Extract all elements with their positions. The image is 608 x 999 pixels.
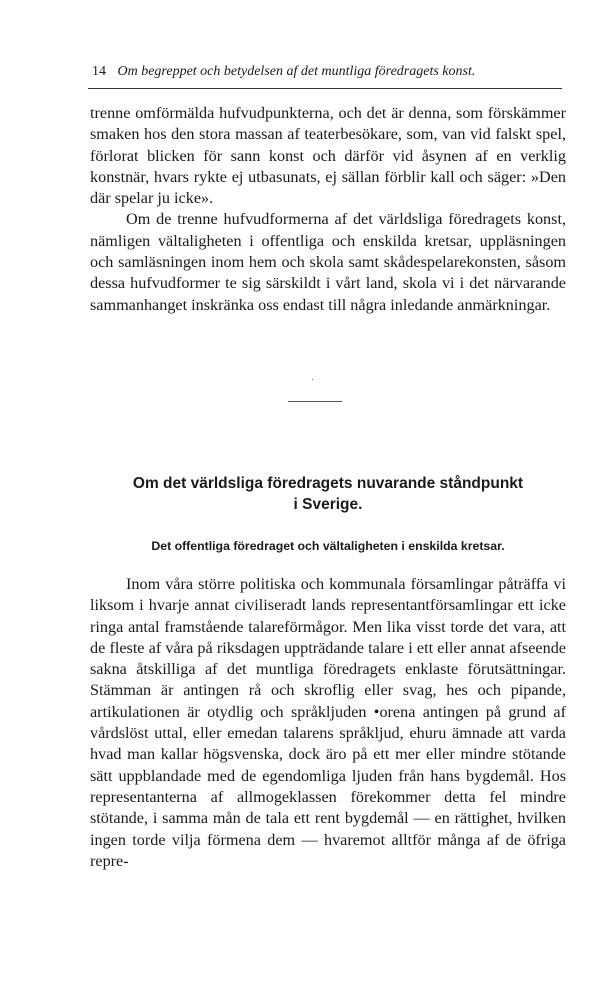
stray-mark: ˎ (311, 370, 315, 381)
section-subtitle: Det offentliga föredraget och vältaligheten i enskilda kretsar. (151, 539, 505, 553)
paragraph-assemblies: Inom våra större politiska och kommunala församlingar påträffa vi liksom i hvarje annat civiliseradt lands representantförsamlingar ett icke ringa antal framstående talareförmågor. Men lika visst torde det vara, att de fleste af våra på riksdagen uppträdande talare i ett eller annat afseende sakna åtskilliga af det muntliga föredragets enklaste förutsättningar. Stämman är antingen rå och skroflig eller svag, hes och pipande, artikulationen är otydlig och språkljuden •orena antingen på grund af vårdslöst uttal, eller emedan talarens språkljud, ehuru ämnade att varda hvad man kallar högsvenska, dock äro på ett mer eller mindre stötande sätt uppblandade med de egendomliga ljuden från hans bygdemål. Hos representanterna af allmogeklassen förekommer detta fel mindre stötande, i samma mån de tala ett rent bygdemål — en rättighet, hvilken ingen torde vilja förmena dem — hvaremot alltför många af de öfriga repre- (90, 575, 566, 870)
page-number: 14 (92, 64, 106, 79)
text-block-top (90, 103, 566, 316)
section-title (90, 473, 566, 515)
paragraph-continuation: trenne omförmälda hufvudpunkterna, och det är denna, som förskämmer smaken hos den stora massan af teaterbesökare, som, van vid falskt spel, förlorat blicken för sann konst och därför vid åsynen af en verklig konstnär, hvars rykte ej utbasunats, ej sällan förblir kall och säger: »Den där spelar ju icke». (90, 104, 566, 208)
running-title: Om begreppet och betydelsen af det muntliga föredragets konst. (117, 64, 476, 79)
section-title-line1: Om det världsliga föredragets nuvarande ståndpunkt (132, 475, 524, 492)
header-rule (88, 88, 562, 89)
paragraph-forms: Om de trenne hufvudformerna af det världsliga föredragets konst, nämligen vältaligheten i offentliga och enskilda kretsar, uppläsningen och samläsningen inom hem och skola samt skådespelarekonsten, såsom dessa hufvudformer te sig särskildt i vårt land, skola vi i det närvarande sammanhanget inskränka oss endast till några inledande anmärkningar. (90, 210, 566, 314)
section-title-line2: i Sverige. (293, 496, 363, 513)
section-divider (288, 401, 342, 402)
text-block-bottom (90, 574, 566, 872)
running-head (92, 64, 562, 80)
